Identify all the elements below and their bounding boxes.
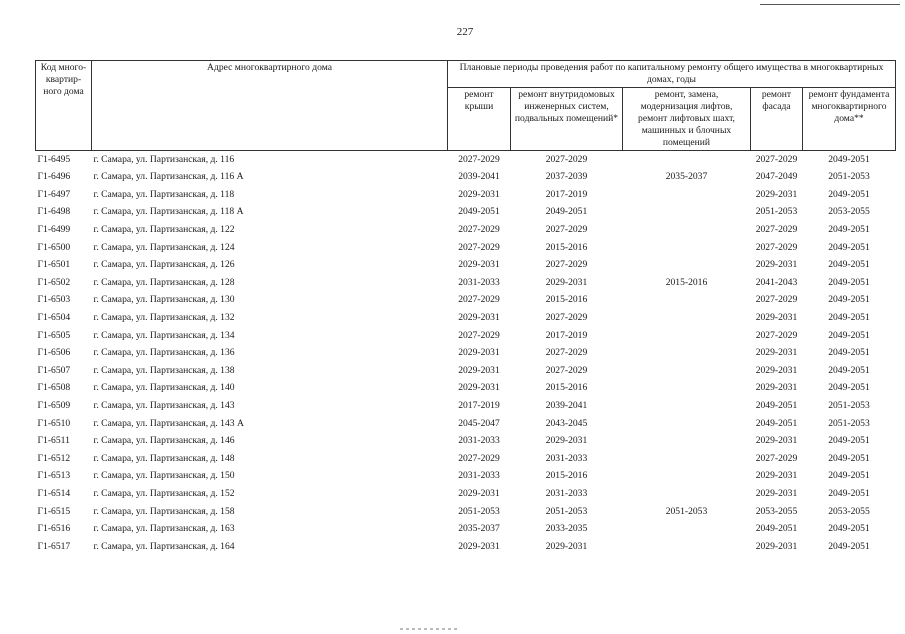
cell-elevators <box>623 256 751 274</box>
table-row <box>36 380 896 398</box>
cell-address: г. Самара, ул. Партизанская, д. 118 <box>93 188 235 200</box>
table-row <box>36 186 896 204</box>
footer-scan-mark <box>400 628 460 630</box>
cell-elevators: 2035-2037 <box>665 171 708 183</box>
cell-systems: 2027-2029 <box>545 347 588 359</box>
cell-systems: 2051-2053 <box>545 505 588 517</box>
table-row <box>36 221 896 239</box>
cell-address: г. Самара, ул. Партизанская, д. 116 <box>93 153 235 165</box>
cell-facade: 2029-2031 <box>755 259 798 271</box>
cell-address: г. Самара, ул. Партизанская, д. 158 <box>93 505 235 517</box>
table-row <box>36 309 896 327</box>
cell-address: г. Самара, ул. Партизанская, д. 122 <box>93 224 235 236</box>
cell-elevators <box>623 344 751 362</box>
cell-facade: 2027-2029 <box>755 294 798 306</box>
cell-elevators <box>623 380 751 398</box>
cell-address: г. Самара, ул. Партизанская, д. 164 <box>93 540 235 552</box>
cell-foundation: 2049-2051 <box>828 540 870 552</box>
cell-roof: 2027-2029 <box>458 224 500 236</box>
cell-facade: 2029-2031 <box>755 487 798 499</box>
cell-roof: 2031-2033 <box>458 470 500 482</box>
header-roof: ремонт крыши <box>448 87 511 150</box>
cell-systems: 2015-2016 <box>545 470 588 482</box>
cell-roof: 2029-2031 <box>458 364 500 376</box>
cell-code: Г1-6512 <box>37 452 71 464</box>
table-row <box>36 168 896 186</box>
page-number: 227 <box>456 26 474 38</box>
cell-foundation: 2049-2051 <box>828 276 870 288</box>
cell-systems: 2031-2033 <box>545 487 588 499</box>
cell-elevators: 2015-2016 <box>665 276 708 288</box>
cell-foundation: 2051-2053 <box>828 400 870 411</box>
cell-foundation: 2049-2051 <box>828 312 870 324</box>
cell-elevators <box>623 221 751 239</box>
cell-foundation: 2049-2051 <box>828 347 870 359</box>
cell-address: г. Самара, ул. Партизанская, д. 163 <box>93 523 235 535</box>
header-foundation: ремонт фундамента многоквартирного дома** <box>803 87 896 150</box>
cell-facade: 2049-2051 <box>755 400 798 411</box>
table-row <box>36 538 896 556</box>
cell-facade: 2053-2055 <box>755 505 798 517</box>
cell-foundation: 2053-2055 <box>828 505 870 517</box>
cell-facade: 2027-2029 <box>755 329 798 341</box>
cell-roof: 2029-2031 <box>458 188 500 200</box>
table-row <box>36 344 896 362</box>
cell-address: г. Самара, ул. Партизанская, д. 124 <box>93 241 235 253</box>
table-row <box>36 450 896 468</box>
cell-code: Г1-6507 <box>37 364 71 376</box>
cell-code: Г1-6500 <box>37 241 71 253</box>
cell-facade: 2047-2049 <box>755 171 798 183</box>
cell-code: Г1-6515 <box>37 505 71 517</box>
cell-elevators <box>623 520 751 538</box>
cell-systems: 2029-2031 <box>545 435 588 447</box>
cell-systems: 2043-2045 <box>545 417 588 429</box>
cell-roof: 2051-2053 <box>458 505 500 517</box>
cell-systems: 2015-2016 <box>545 294 588 306</box>
table-row <box>36 415 896 433</box>
cell-address: г. Самара, ул. Партизанская, д. 143 <box>93 400 235 411</box>
cell-elevators <box>623 239 751 257</box>
cell-code: Г1-6497 <box>37 188 71 200</box>
cell-address: г. Самара, ул. Партизанская, д. 143 А <box>93 417 244 429</box>
cell-foundation: 2049-2051 <box>828 224 870 236</box>
cell-facade: 2049-2051 <box>755 417 798 429</box>
cell-elevators <box>623 485 751 503</box>
cell-address: г. Самара, ул. Партизанская, д. 150 <box>93 470 235 482</box>
cell-roof: 2029-2031 <box>458 540 500 552</box>
cell-elevators <box>623 292 751 310</box>
cell-address: г. Самара, ул. Партизанская, д. 128 <box>93 276 235 288</box>
cell-facade: 2027-2029 <box>755 241 798 253</box>
table-row <box>36 362 896 380</box>
cell-elevators <box>623 150 751 168</box>
cell-roof: 2039-2041 <box>458 171 500 183</box>
cell-facade: 2051-2053 <box>755 206 798 218</box>
cell-systems: 2027-2029 <box>545 364 588 376</box>
cell-systems: 2037-2039 <box>545 171 588 183</box>
cell-foundation: 2049-2051 <box>828 294 870 306</box>
cell-code: Г1-6505 <box>37 329 71 341</box>
cell-address: г. Самара, ул. Партизанская, д. 118 А <box>93 206 244 218</box>
table-row <box>36 256 896 274</box>
cell-roof: 2027-2029 <box>458 241 500 253</box>
cell-facade: 2029-2031 <box>755 540 798 552</box>
cell-code: Г1-6495 <box>37 153 71 165</box>
cell-foundation: 2051-2053 <box>828 171 870 183</box>
cell-foundation: 2053-2055 <box>828 206 870 218</box>
cell-roof: 2029-2031 <box>458 382 500 394</box>
cell-roof: 2027-2029 <box>458 329 500 341</box>
cell-code: Г1-6501 <box>37 259 71 271</box>
cell-elevators <box>623 538 751 556</box>
cell-roof: 2029-2031 <box>458 347 500 359</box>
cell-elevators <box>623 204 751 222</box>
cell-roof: 2031-2033 <box>458 276 500 288</box>
cell-code: Г1-6516 <box>37 523 71 535</box>
cell-foundation: 2049-2051 <box>828 364 870 376</box>
cell-roof: 2029-2031 <box>458 312 500 324</box>
cell-facade: 2029-2031 <box>755 470 798 482</box>
table-row <box>36 468 896 486</box>
cell-foundation: 2049-2051 <box>828 382 870 394</box>
cell-facade: 2029-2031 <box>755 364 798 376</box>
cell-address: г. Самара, ул. Партизанская, д. 136 <box>93 347 235 359</box>
table-row <box>36 274 896 292</box>
cell-address: г. Самара, ул. Партизанская, д. 152 <box>93 487 235 499</box>
cell-foundation: 2049-2051 <box>828 487 870 499</box>
cell-code: Г1-6513 <box>37 470 71 482</box>
table-body <box>36 150 896 555</box>
cell-foundation: 2051-2053 <box>828 417 870 429</box>
cell-foundation: 2049-2051 <box>828 435 870 447</box>
cell-facade: 2049-2051 <box>755 523 798 535</box>
cell-roof: 2031-2033 <box>458 435 500 447</box>
cell-facade: 2027-2029 <box>755 452 798 464</box>
cell-elevators <box>623 450 751 468</box>
table-row <box>36 150 896 168</box>
cell-systems: 2027-2029 <box>545 224 588 236</box>
cell-code: Г1-6517 <box>37 540 71 552</box>
cell-foundation: 2049-2051 <box>828 452 870 464</box>
table-row <box>36 485 896 503</box>
cell-facade: 2027-2029 <box>755 224 798 236</box>
cell-facade: 2029-2031 <box>755 435 798 447</box>
cell-code: Г1-6508 <box>37 382 71 394</box>
table-row <box>36 397 896 415</box>
header-address: Адрес многоквартирного дома <box>92 61 448 151</box>
cell-elevators <box>623 362 751 380</box>
cell-facade: 2029-2031 <box>755 382 798 394</box>
cell-roof: 2049-2051 <box>458 206 500 218</box>
cell-roof: 2045-2047 <box>458 417 500 429</box>
cell-systems: 2015-2016 <box>545 241 588 253</box>
cell-elevators <box>623 415 751 433</box>
cell-elevators: 2051-2053 <box>665 505 708 517</box>
cell-address: г. Самара, ул. Партизанская, д. 116 А <box>93 171 244 183</box>
cell-roof: 2029-2031 <box>458 259 500 271</box>
cell-systems: 2031-2033 <box>545 452 588 464</box>
cell-foundation: 2049-2051 <box>828 259 870 271</box>
table-row <box>36 520 896 538</box>
cell-code: Г1-6502 <box>37 276 71 288</box>
top-edge-line <box>760 4 900 5</box>
cell-elevators <box>623 309 751 327</box>
cell-foundation: 2049-2051 <box>828 153 870 165</box>
cell-facade: 2029-2031 <box>755 312 798 324</box>
cell-elevators <box>623 468 751 486</box>
cell-systems: 2027-2029 <box>545 153 588 165</box>
cell-systems: 2033-2035 <box>545 523 588 535</box>
cell-facade: 2029-2031 <box>755 188 798 200</box>
cell-foundation: 2049-2051 <box>828 188 870 200</box>
cell-foundation: 2049-2051 <box>828 470 870 482</box>
cell-code: Г1-6510 <box>37 417 71 429</box>
cell-roof: 2035-2037 <box>458 523 500 535</box>
table-row <box>36 432 896 450</box>
cell-foundation: 2049-2051 <box>828 241 870 253</box>
cell-systems: 2029-2031 <box>545 540 588 552</box>
cell-elevators <box>623 186 751 204</box>
cell-systems: 2049-2051 <box>545 206 588 218</box>
cell-address: г. Самара, ул. Партизанская, д. 138 <box>93 364 235 376</box>
cell-roof: 2029-2031 <box>458 487 500 499</box>
cell-facade: 2029-2031 <box>755 347 798 359</box>
table-row <box>36 292 896 310</box>
cell-systems: 2029-2031 <box>545 276 588 288</box>
table-row <box>36 204 896 222</box>
header-code: Код много-квартир-ного дома <box>36 61 92 151</box>
cell-address: г. Самара, ул. Партизанская, д. 134 <box>93 329 235 341</box>
cell-roof: 2017-2019 <box>458 400 500 411</box>
header-systems: ремонт внутридомовых инженерных систем, подвальных помещений* <box>511 87 623 150</box>
cell-foundation: 2049-2051 <box>828 329 870 341</box>
cell-elevators <box>623 397 751 415</box>
cell-code: Г1-6506 <box>37 347 71 359</box>
cell-systems: 2015-2016 <box>545 382 588 394</box>
cell-address: г. Самара, ул. Партизанская, д. 130 <box>93 294 235 306</box>
header-facade: ремонт фасада <box>751 87 803 150</box>
cell-code: Г1-6499 <box>37 224 71 236</box>
cell-code: Г1-6498 <box>37 206 71 218</box>
cell-address: г. Самара, ул. Партизанская, д. 140 <box>93 382 235 394</box>
cell-foundation: 2049-2051 <box>828 523 870 535</box>
cell-roof: 2027-2029 <box>458 153 500 165</box>
cell-code: Г1-6496 <box>37 171 71 183</box>
cell-code: Г1-6503 <box>37 294 71 306</box>
table-row <box>36 327 896 345</box>
cell-code: Г1-6504 <box>37 312 71 324</box>
cell-facade: 2041-2043 <box>755 276 798 288</box>
cell-address: г. Самара, ул. Партизанская, д. 126 <box>93 259 235 271</box>
cell-code: Г1-6514 <box>37 487 71 499</box>
capital-repair-table <box>35 60 896 556</box>
cell-address: г. Самара, ул. Партизанская, д. 148 <box>93 452 235 464</box>
header-elevators: ремонт, замена, модернизация лифтов, ремонт лифтовых шахт, машинных и блочных помещений <box>623 87 751 150</box>
cell-systems: 2017-2019 <box>545 329 588 341</box>
cell-address: г. Самара, ул. Партизанская, д. 146 <box>93 435 235 447</box>
cell-code: Г1-6509 <box>37 400 71 411</box>
cell-facade: 2027-2029 <box>755 153 798 165</box>
cell-code: Г1-6511 <box>37 435 70 447</box>
header-row-1 <box>36 61 896 88</box>
cell-elevators <box>623 432 751 450</box>
cell-systems: 2039-2041 <box>545 400 588 411</box>
table-row <box>36 503 896 521</box>
header-periods: Плановые периоды проведения работ по капитальному ремонту общего имущества в многоквартирных домах, годы <box>448 61 896 88</box>
cell-roof: 2027-2029 <box>458 452 500 464</box>
table-row <box>36 239 896 257</box>
cell-systems: 2017-2019 <box>545 188 588 200</box>
cell-roof: 2027-2029 <box>458 294 500 306</box>
cell-systems: 2027-2029 <box>545 312 588 324</box>
cell-elevators <box>623 327 751 345</box>
cell-systems: 2027-2029 <box>545 259 588 271</box>
cell-address: г. Самара, ул. Партизанская, д. 132 <box>93 312 235 324</box>
